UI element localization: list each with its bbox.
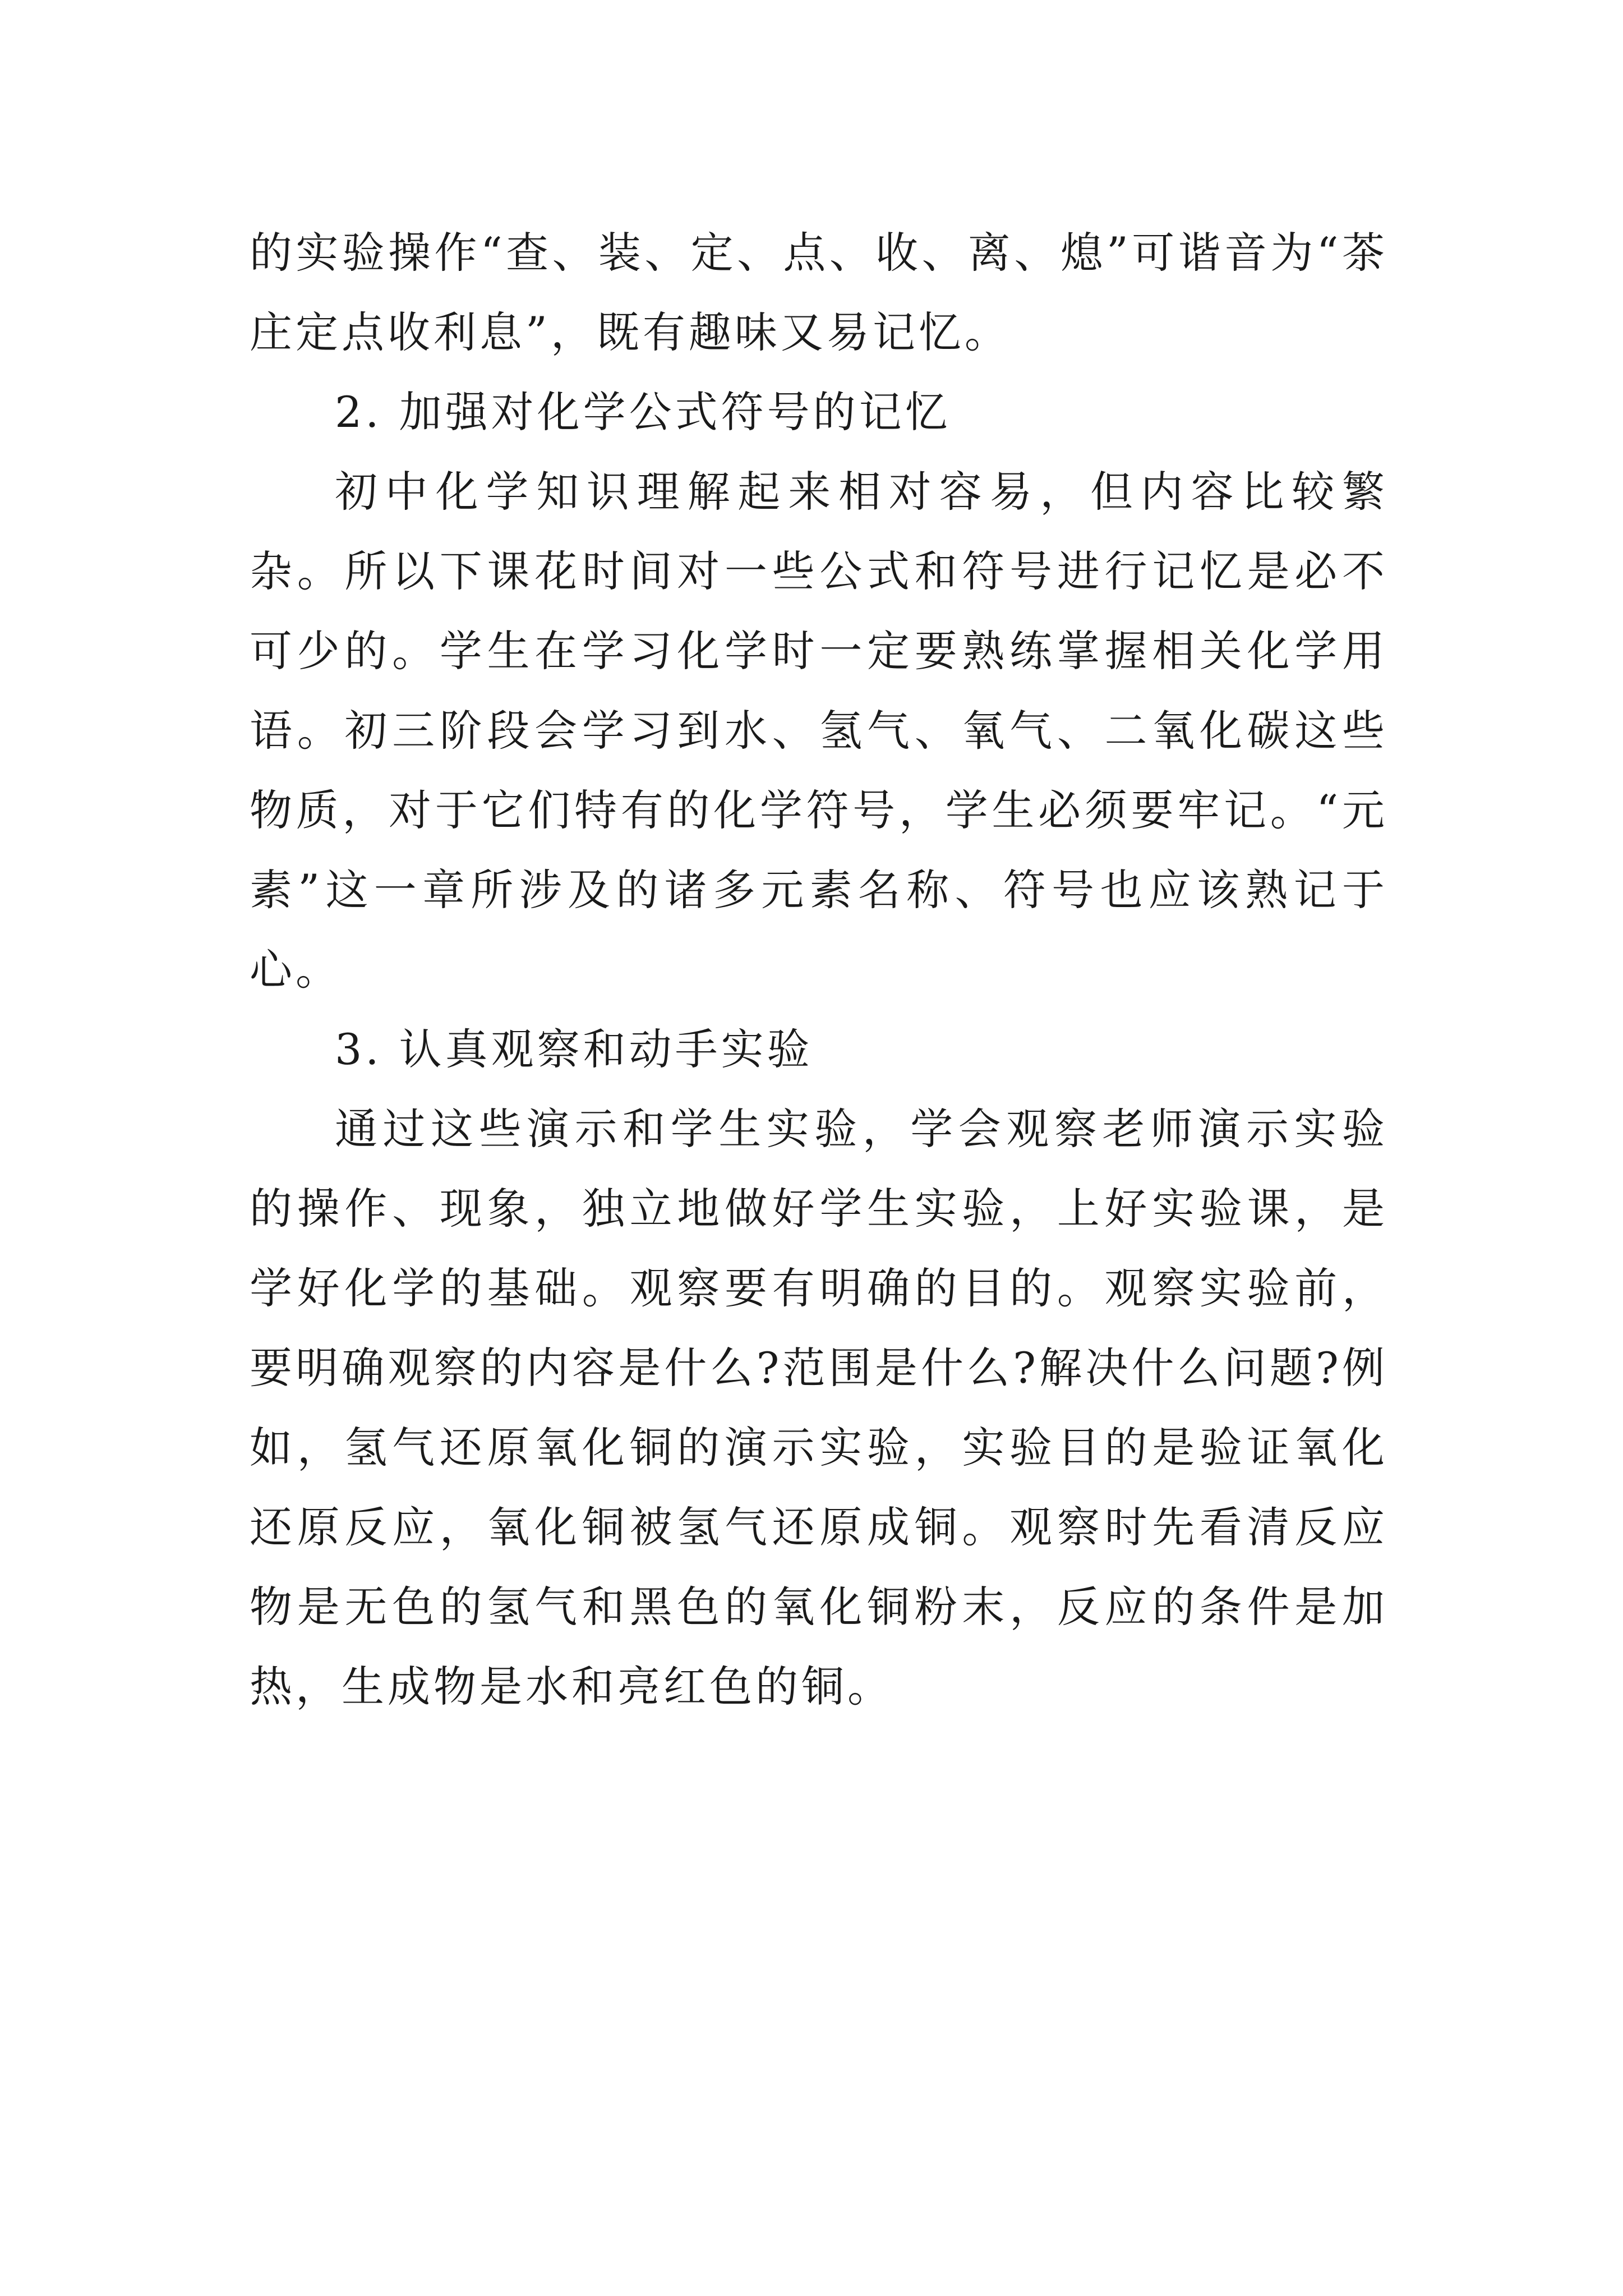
section-heading-3: 3. 认真观察和动手实验 <box>335 1024 813 1074</box>
paragraph-continued: 的实验操作“查、装、定、点、收、离、熄”可谐音为“茶庄定点收利息”，既有趣味又易记忆。 <box>250 228 1388 357</box>
paragraph-2: 初中化学知识理解起来相对容易，但内容比较繁杂。所以下课花时间对一些公式和符号进行记忆是必不可少的。学生在学习化学时一定要熟练掌握相关化学用语。初三阶段会学习到水、氢气、氧气、二氧化碳这些物质，对于它们特有的化学符号，学生必须要牢记。“元素”这一章所涉及的诸多元素名称、符号也应该熟记于心。 <box>250 467 1388 995</box>
document-body <box>250 213 1388 1727</box>
paragraph-3: 通过这些演示和学生实验，学会观察老师演示实验的操作、现象，独立地做好学生实验，上好实验课，是学好化学的基础。观察要有明确的目的。观察实验前，要明确观察的内容是什么?范围是什么?解决什么问题?例如，氢气还原氧化铜的演示实验，实验目的是验证氧化还原反应，氧化铜被氢气还原成铜。观察时先看清反应物是无色的氢气和黑色的氧化铜粉末，反应的条件是加热，生成物是水和亮红色的铜。 <box>250 1104 1388 1711</box>
section-heading-2: 2. 加强对化学公式符号的记忆 <box>335 387 951 437</box>
